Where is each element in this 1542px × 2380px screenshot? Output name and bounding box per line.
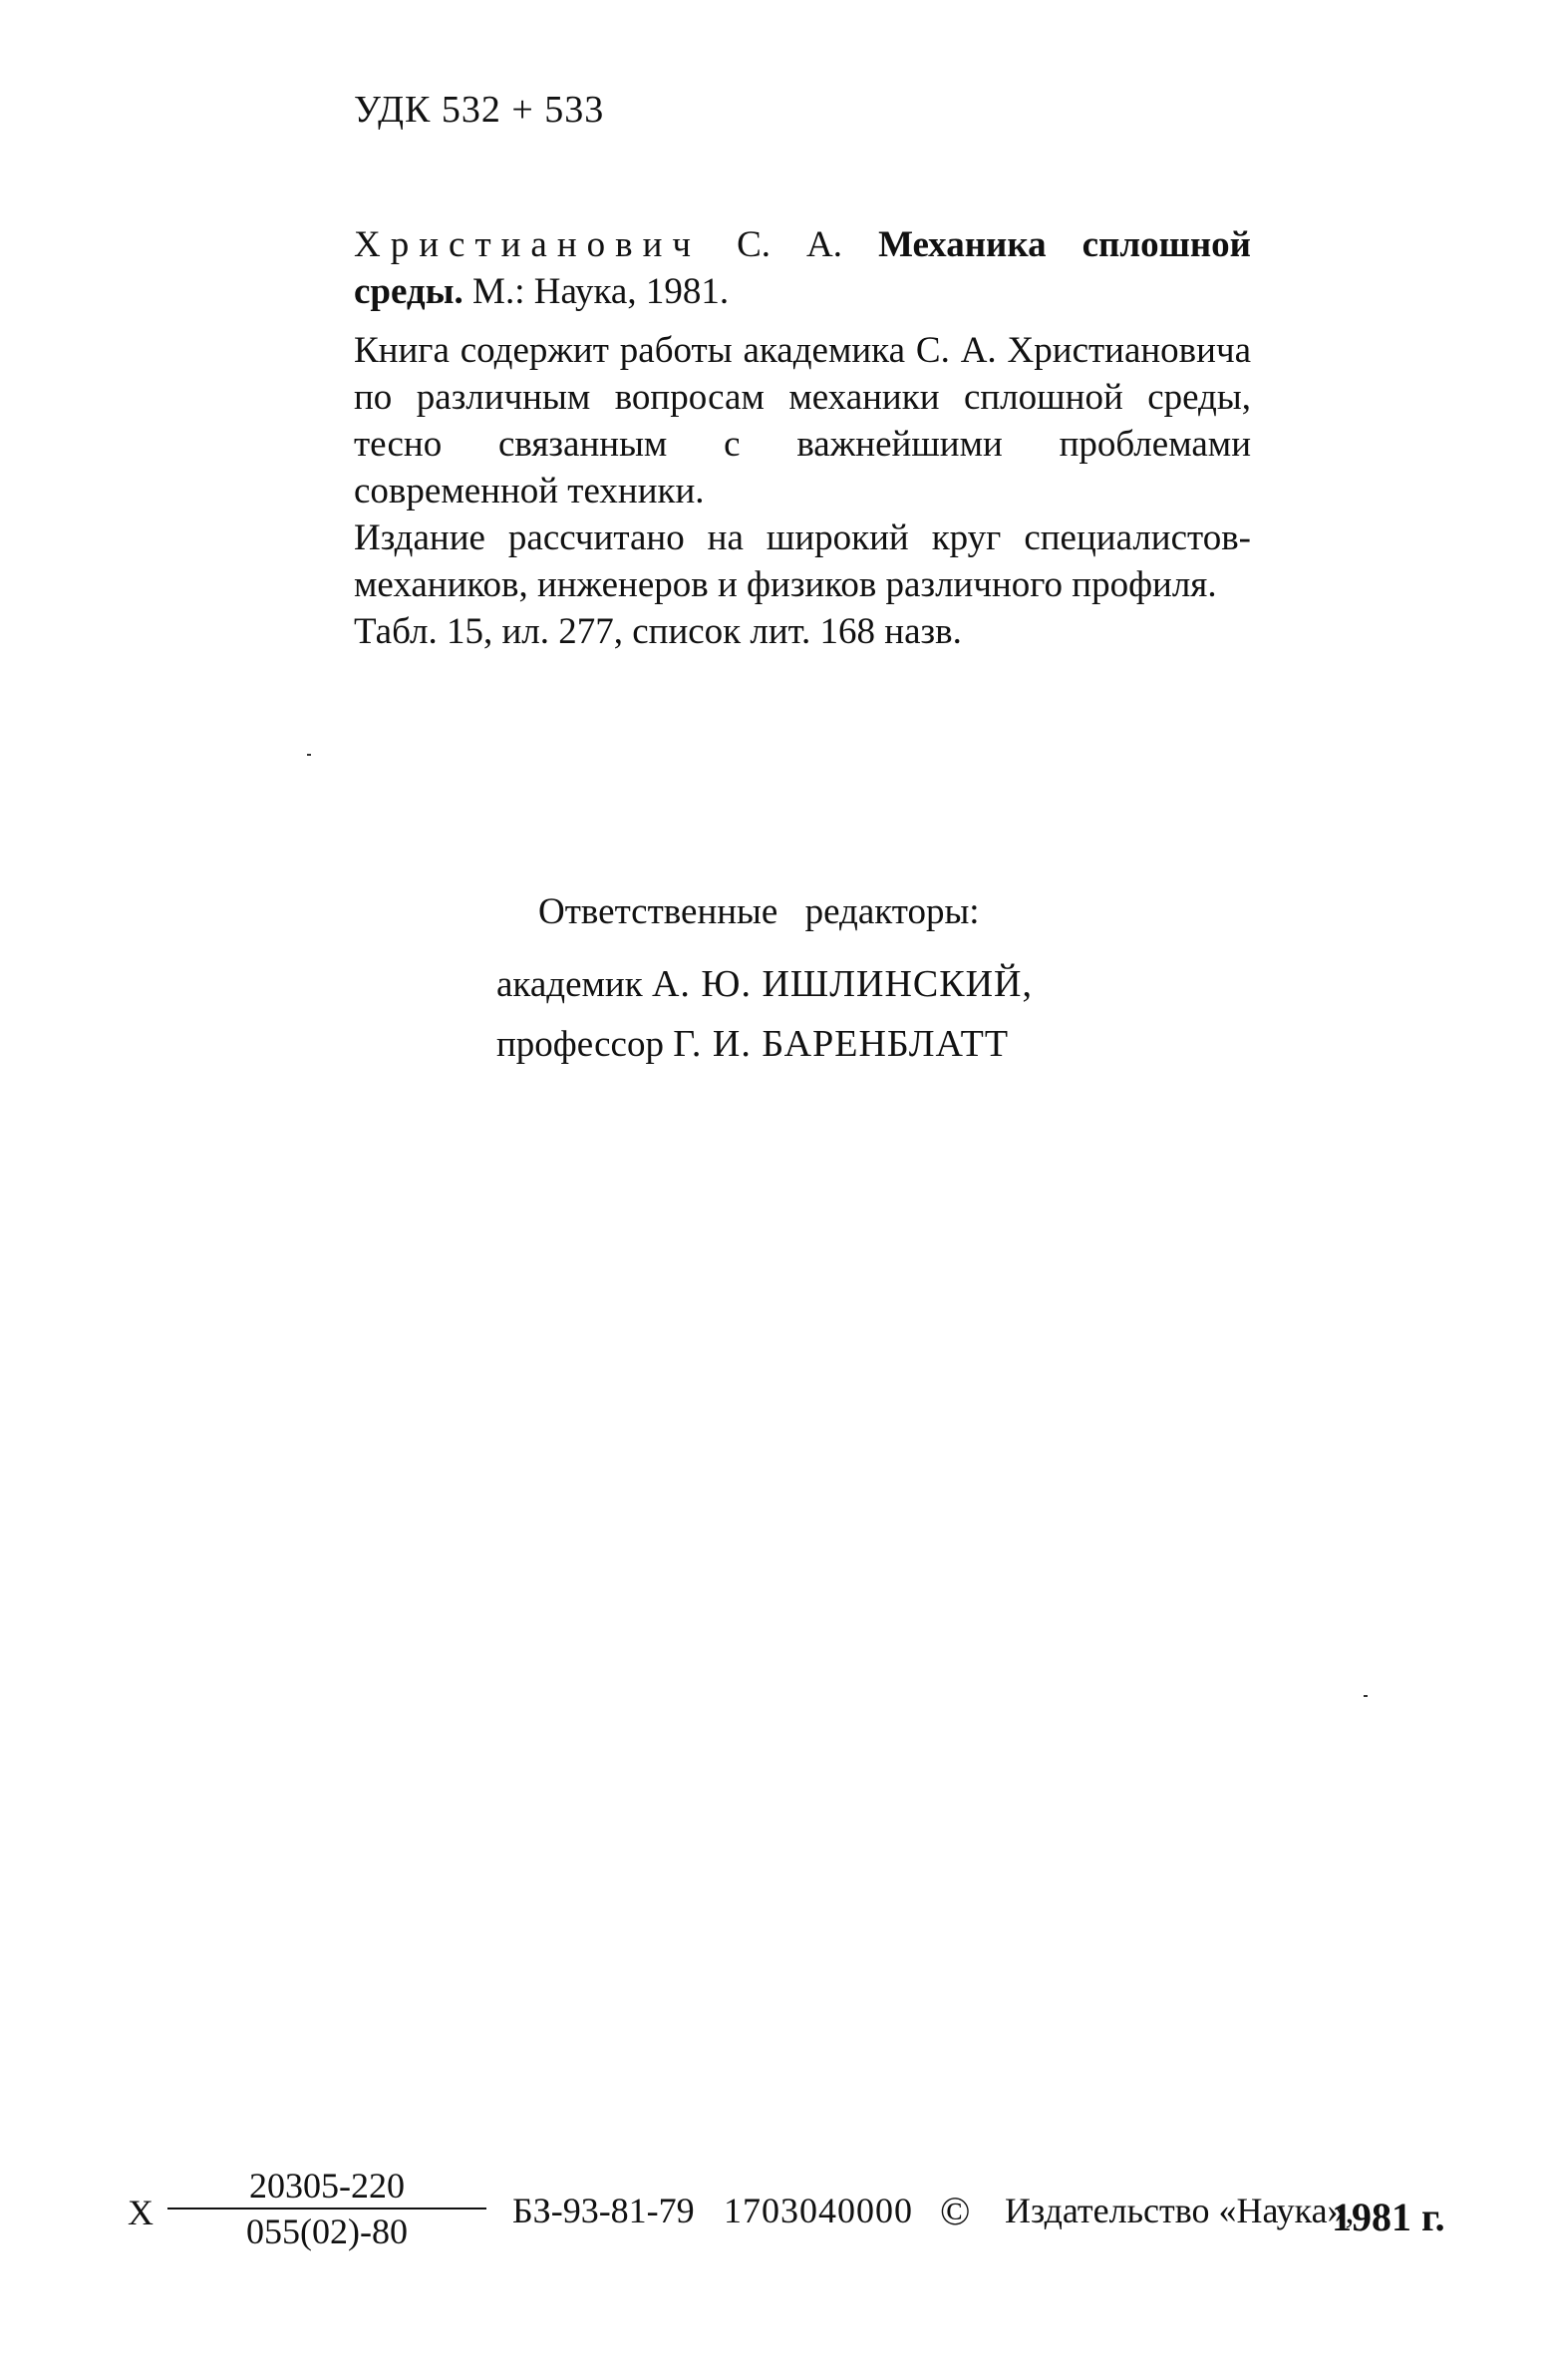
editor-1-name: А. Ю. ИШЛИНСКИЙ, (651, 963, 1033, 1005)
print-speck (307, 754, 311, 756)
imprint-prefix: Х (128, 2193, 154, 2232)
imprint-fraction (167, 2164, 486, 2253)
description-paragraph: Книга содержит работы академика С. А. Христиановича по различным вопросам механики сплошной среды, тесно связанным с важнейшими проблемами современной техники. (354, 330, 1251, 511)
imprint-line (128, 2164, 1463, 2273)
editor-1-role: академик (496, 964, 643, 1005)
publisher-name: Издательство «Наука», (1005, 2191, 1355, 2230)
imprint-numerator: 20305-220 (167, 2164, 486, 2210)
print-speck (1364, 1695, 1368, 1697)
author-surname: Христианович (354, 224, 702, 265)
editors-heading: Ответственные редакторы: (538, 891, 980, 932)
bibliographic-reference (354, 221, 1251, 315)
author-initials: С. А. (701, 224, 879, 265)
editor-line-1 (496, 962, 1033, 1006)
udk-code: УДК 532 + 533 (354, 89, 605, 131)
stats-line: Табл. 15, ил. 277, список лит. 168 назв. (354, 611, 962, 652)
publisher-line: М.: Наука, 1981. (463, 271, 730, 312)
book-title: Механика сплошной среды. (354, 224, 1251, 312)
imprint-code: БЗ-93-81-79 (512, 2191, 695, 2230)
publication-year: 1981 г. (1332, 2195, 1445, 2239)
editor-2-name: Г. И. БАРЕНБЛАТТ (673, 1023, 1010, 1065)
imprint-denominator: 055(02)-80 (246, 2211, 408, 2251)
copyright-icon: © (940, 2189, 971, 2233)
editor-2-role: профессор (496, 1024, 664, 1065)
editor-line-2 (496, 1022, 1009, 1066)
audience-paragraph: Издание рассчитано на широкий круг специалистов-механиков, инженеров и физиков различного профиля. (354, 517, 1251, 605)
abstract-block (354, 221, 1251, 655)
imprint-serial: 1703040000 (724, 2191, 913, 2230)
